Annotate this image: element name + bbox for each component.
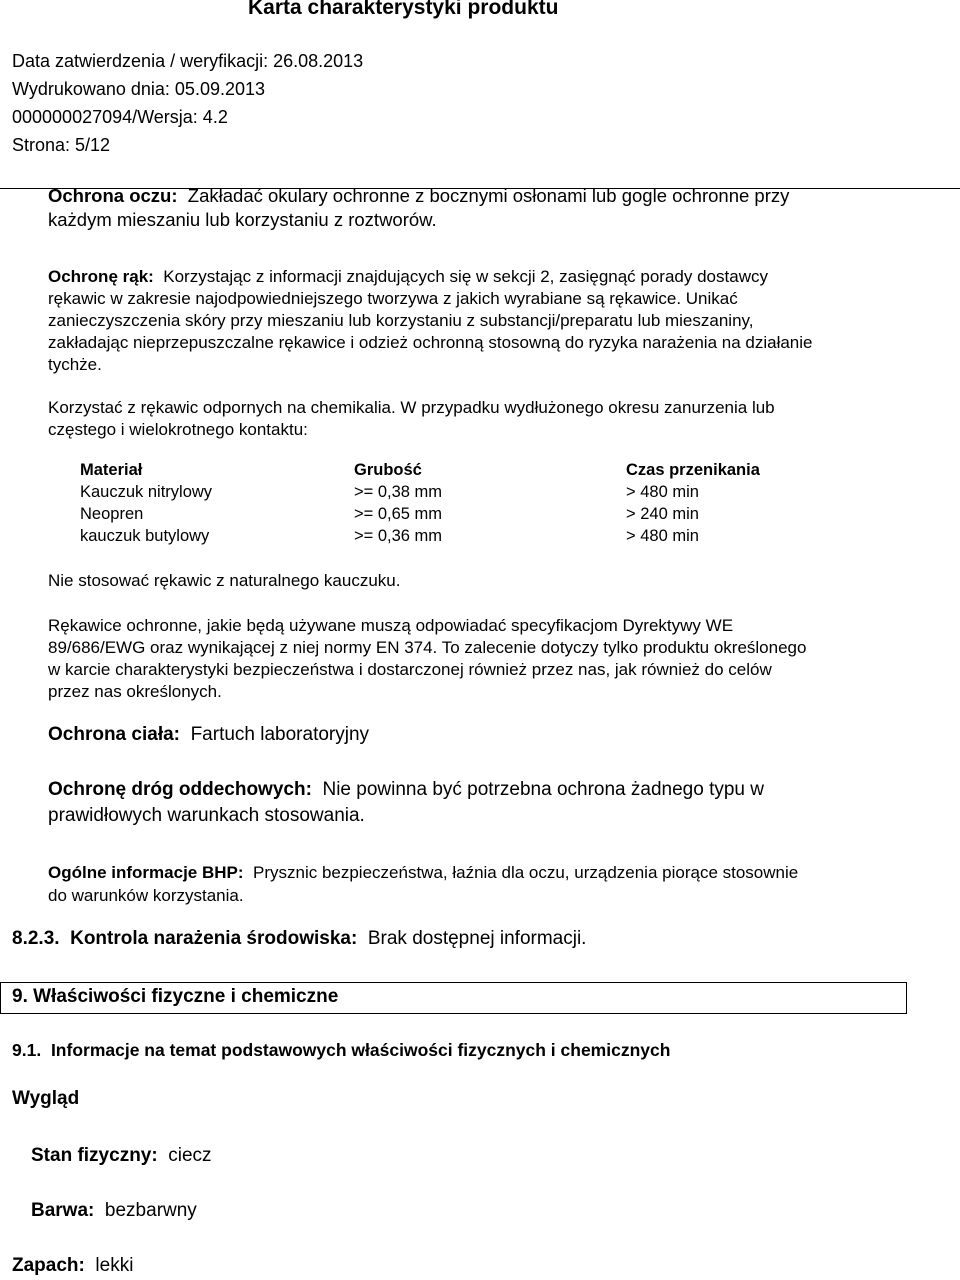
physical-state — [31, 1145, 212, 1167]
subsection-9-1 — [12, 1040, 670, 1061]
no-latex-note: Nie stosować rękawic z naturalnego kauczuku. — [48, 571, 401, 590]
subsection-number: 9.1. — [12, 1040, 42, 1060]
directive-note: Rękawice ochronne, jakie będą używane muszą odpowiadać specyfikacjom Dyrektywy WE 89/686/EWG oraz wynikającej z niej normy EN 374. To zalecenie dotyczy tylko produktu określonego w karcie charakterystyki bezpieczeństwa i dostarczonej również przez nas, jak również do celów przez nas określonych. — [48, 616, 807, 701]
body-protection: Ochrona ciała: Fartuch laboratoryjny — [48, 724, 370, 745]
chemical-resistance-note: Korzystać z rękawic odpornych na chemikalia. W przypadku wydłużonego okresu zanurzenia lub częstego i wielokrotnego kontaktu: — [48, 398, 775, 439]
odor-value: lekki — [95, 1255, 134, 1276]
color-field — [31, 1200, 197, 1222]
physical-state-value: ciecz — [168, 1145, 212, 1166]
environmental-label: Kontrola narażenia środowiska: — [70, 928, 358, 949]
eye-protection-label: Ochrona oczu: — [48, 185, 178, 206]
environmental-exposure-control: 8.2.3. Kontrola narażenia środowiska: Brak dostępnej informacji. — [12, 928, 587, 949]
print-date: Wydrukowano dnia: 05.09.2013 — [12, 79, 266, 99]
subsection-title: Informacje na temat podstawowych właściwości fizycznych i chemicznych — [50, 1040, 671, 1060]
section-number: 8.2.3. — [12, 928, 60, 949]
document-title: Karta charakterystyki produktu — [248, 0, 559, 19]
respiratory-protection-label: Ochronę dróg oddechowych: — [48, 779, 312, 800]
page-number: Strona: 5/12 — [12, 135, 111, 155]
physical-state-label: Stan fizyczny: — [31, 1145, 158, 1166]
odor-label: Zapach: — [12, 1255, 85, 1276]
hand-protection: Ochronę rąk: Korzystając z informacji znajdujących się w sekcji 2, zasięgnąć porady dostawcy rękawic w zakresie najodpowiedniejszego tworzywa z jakich wyrabiane są rękawice. Unikać zanieczyszczenia skóry przy mieszaniu lub korzystaniu z substancji/preparatu lub mieszaniny, zakładając nieprzepuszczalne rękawice i odzież ochronną stosowną do ryzyka narażenia na działanie tychże. — [48, 267, 813, 374]
approval-date: Data zatwierdzenia / weryfikacji: 26.08.2013 — [12, 51, 364, 71]
general-safety-info: Ogólne informacje BHP: Prysznic bezpieczeństwa, łaźnia dla oczu, urządzenia piorące stosownie do warunków korzystania. — [48, 863, 799, 905]
section-9-heading — [0, 982, 907, 1014]
eye-protection: Ochrona oczu: Zakładać okulary ochronne z bocznymi osłonami lub gogle ochronne przy każdym mieszaniu lub korzystaniu z roztworów. — [48, 185, 790, 230]
hand-protection-label: Ochronę rąk: — [48, 267, 154, 286]
version: 000000027094/Wersja: 4.2 — [12, 107, 228, 127]
color-value: bezbarwny — [104, 1200, 197, 1221]
body-protection-label: Ochrona ciała: — [48, 724, 180, 745]
odor-field — [12, 1255, 133, 1277]
appearance-heading: Wygląd — [12, 1088, 80, 1109]
respiratory-protection: Ochronę dróg oddechowych: Nie powinna być potrzebna ochrona żadnego typu w prawidłowych warunkach stosowania. — [48, 779, 764, 826]
general-safety-label: Ogólne informacje BHP: — [48, 863, 244, 882]
section-9-title: 9. Właściwości fizyczne i chemiczne — [12, 986, 339, 1007]
color-label: Barwa: — [31, 1200, 95, 1221]
